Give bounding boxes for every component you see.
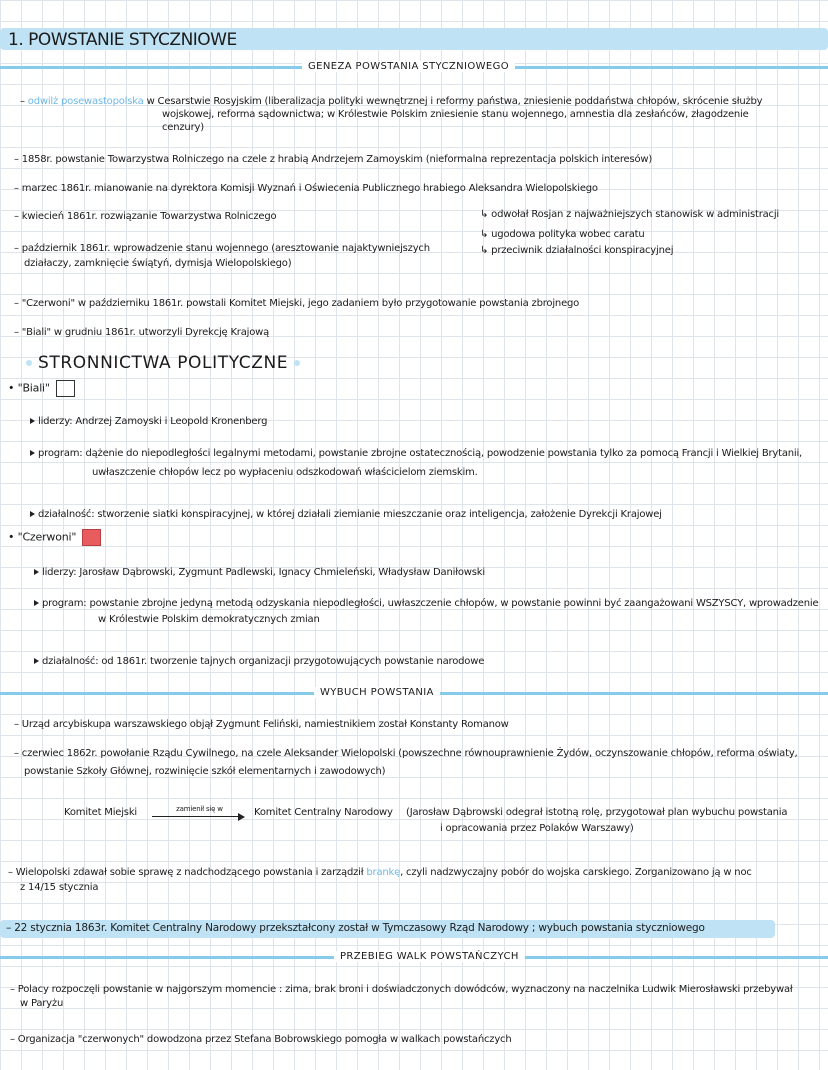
outbreak-item-4: – 22 stycznia 1863r. Komitet Centralny Narodowy przekształcony został w Tymczasowy Rząd Narodowy ; wybuch powstania styczniowego <box>6 922 705 934</box>
triangle-bullet-icon <box>30 450 35 456</box>
parties-heading: STRONNICTWA POLITYCZNE <box>26 353 300 373</box>
triangle-bullet-icon <box>34 569 39 575</box>
outbreak-item-2-cont: powstanie Szkoły Głównej, rozwinięcie szkół elementarnych i zawodowych) <box>24 766 386 777</box>
outbreak-item-3: – Wielopolski zdawał sobie sprawę z nadchodzącego powstania i zarządził brankę, czyli nadzwyczajny pobór do wojska carskiego. Zorganizowano ją w noc <box>8 867 752 878</box>
czerwoni-leaders: liderzy: Jarosław Dąbrowski, Zygmunt Padlewski, Ignacy Chmieleński, Władysław Daniłowski <box>34 566 485 579</box>
section-heading-outbreak: WYBUCH POWSTANIA <box>314 687 440 698</box>
bullet-dot <box>294 360 300 366</box>
biali-activity: działalność: stworzenie siatki konspiracyjnej, w której działali ziemianie mieszczanie oraz inteligencja, założenie Dyrekcji Krajowej <box>30 508 662 521</box>
genesis-item-1858: – 1858r. powstanie Towarzystwa Rolniczego na czele z hrabią Andrzejem Zamoyskim (nieformalna reprezentacja polskich interesów) <box>14 154 653 165</box>
term-odwilz: odwilż posewastopolska <box>27 96 144 107</box>
biali-program: program: dążenie do niepodległości legalnymi metodami, powstanie zbrojne ostatecznością, powodzenie powstania tylko za pomocą Francji i Wielkiej Brytanii, <box>30 447 820 460</box>
outbreak-item-3-cont: z 14/15 stycznia <box>20 882 99 893</box>
course-item-1: – Polacy rozpoczęli powstanie w najgorszym momencie : zima, brak broni i doświadczonych dowódców, wyznaczony na naczelnika Ludwik Mierosławski przebywał <box>10 984 793 995</box>
bullet-dot <box>26 360 32 366</box>
party-czerwoni: • "Czerwoni" <box>8 529 101 546</box>
course-item-1-cont: w Paryżu <box>20 998 64 1009</box>
outbreak-item-2: – czerwiec 1862r. powołanie Rządu Cywilnego, na czele Aleksander Wielopolski (powszechne równouprawnienie Żydów, oczynszowanie chłopów, reforma oświaty, <box>14 748 798 759</box>
arrow-note-2: ↳ ugodowa polityka wobec caratu <box>480 229 645 240</box>
flow-note: (Jarosław Dąbrowski odegrał istotną rolę, przygotował plan wybuchu powstania <box>406 807 788 818</box>
white-square-icon <box>56 380 75 397</box>
party-biali: • "Biali" <box>8 380 75 397</box>
term-branka: brankę <box>366 867 401 878</box>
flow-arrow-icon: zamienił się w <box>152 805 247 821</box>
genesis-item-pazdziernik: – październik 1861r. wprowadzenie stanu wojennego (aresztowanie najaktywniejszych <box>14 243 430 254</box>
biali-program-cont: uwłaszczenie chłopów lecz po wypłaceniu odszkodowań właścicielom ziemskim. <box>92 467 478 478</box>
czerwoni-activity: działalność: od 1861r. tworzenie tajnych organizacji przygotowujących powstanie narodowe <box>34 655 484 668</box>
genesis-item-odwilz-cont: wojskowej, reforma sądownictwa; w Królestwie Polskim zniesienie stanu wojennego, amnestia dla zesłańców, złagodzenie <box>162 109 749 120</box>
triangle-bullet-icon <box>34 600 39 606</box>
course-item-2: – Organizacja "czerwonych" dowodzona przez Stefana Bobrowskiego pomogła w walkach powstańczych <box>10 1034 512 1045</box>
czerwoni-program: program: powstanie zbrojne jedyną metodą odzyskania niepodległości, uwłaszczenie chłopów, w powstanie powinni być zaangażowani WSZYSCY, wprowadzenie <box>34 597 824 610</box>
outbreak-item-1: – Urząd arcybiskupa warszawskiego objął Zygmunt Feliński, namiestnikiem został Konstanty Romanow <box>14 719 509 730</box>
genesis-item-pazdziernik-cont: działaczy, zamknięcie świątyń, dymisja Wielopolskiego) <box>24 258 292 269</box>
flow-from: Komitet Miejski <box>64 807 137 818</box>
flow-note-cont: i opracowania przez Polaków Warszawy) <box>440 823 634 834</box>
triangle-bullet-icon <box>34 658 39 664</box>
genesis-item-odwilz: – odwilż posewastopolska w Cesarstwie Rosyjskim (liberalizacja polityki wewnętrznej i reformy państwa, zniesienie poddaństwa chłopów, skrócenie służby <box>20 96 763 107</box>
arrow-note-3: ↳ przeciwnik działalności konspiracyjnej <box>480 245 674 256</box>
genesis-item-marzec: – marzec 1861r. mianowanie na dyrektora Komisji Wyznań i Oświecenia Publicznego hrabiego Aleksandra Wielopolskiego <box>14 183 598 194</box>
genesis-item-odwilz-cont2: cenzury) <box>162 122 204 133</box>
arrow-note-1: ↳ odwołał Rosjan z najważniejszych stanowisk w administracji <box>480 209 779 220</box>
biali-leaders: liderzy: Andrzej Zamoyski i Leopold Kronenberg <box>30 415 267 428</box>
genesis-item-biali: – "Biali" w grudniu 1861r. utworzyli Dyrekcję Krajową <box>14 327 270 338</box>
page-title: 1. POWSTANIE STYCZNIOWE <box>8 30 237 50</box>
section-heading-course: PRZEBIEG WALK POWSTAŃCZYCH <box>334 951 525 962</box>
czerwoni-program-cont: w Królestwie Polskim demokratycznych zmian <box>98 614 320 625</box>
red-square-icon <box>82 529 101 546</box>
flow-to: Komitet Centralny Narodowy <box>254 807 393 818</box>
genesis-item-kwiecien: – kwiecień 1861r. rozwiązanie Towarzystwa Rolniczego <box>14 211 277 222</box>
triangle-bullet-icon <box>30 511 35 517</box>
section-heading-genesis: GENEZA POWSTANIA STYCZNIOWEGO <box>302 61 515 72</box>
triangle-bullet-icon <box>30 418 35 424</box>
genesis-item-czerwoni: – "Czerwoni" w październiku 1861r. powstali Komitet Miejski, jego zadaniem było przygotowanie powstania zbrojnego <box>14 298 580 309</box>
